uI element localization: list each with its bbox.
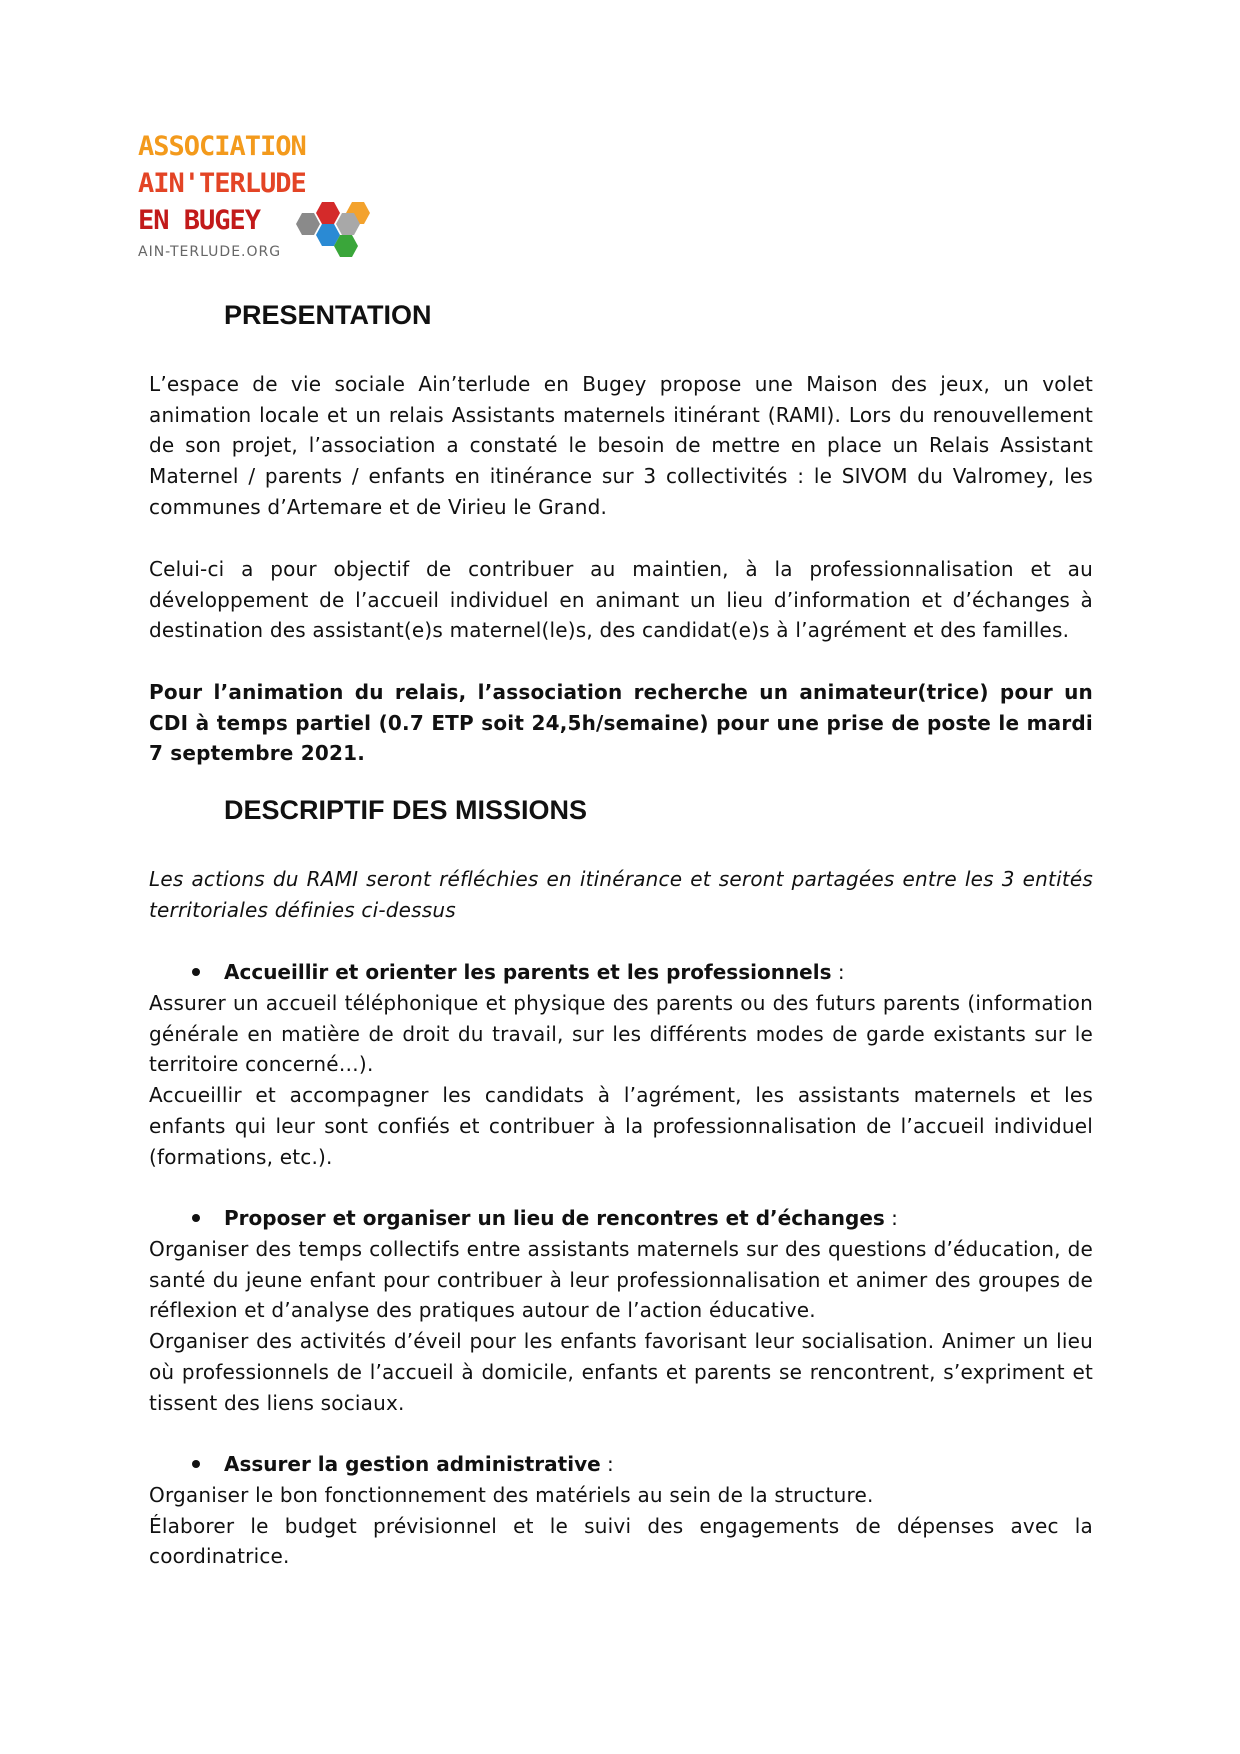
- logo-url: AIN-TERLUDE.ORG: [138, 244, 282, 260]
- mission-1-suffix: :: [831, 960, 845, 984]
- mission-3-text: Organiser le bon fonctionnement des matériels au sein de la structure. Élaborer le budget prévisionnel et le suivi des engagements de dépenses avec la coordinatrice.: [149, 1483, 1093, 1569]
- hex-red-icon: [316, 202, 340, 224]
- logo-line-2: AIN'TERLUDE: [138, 168, 306, 199]
- association-logo: [138, 128, 378, 270]
- presentation-paragraph-3: Pour l’animation du relais, l’association recherche un animateur(trice) pour un CDI à temps partiel (0.7 ETP soit 24,5h/semaine) pour une prise de poste le mardi 7 septembre 2021.: [149, 680, 1093, 766]
- mission-1-text: Assurer un accueil téléphonique et physique des parents ou des futurs parents (information générale en matière de droit du travail, sur les différents modes de garde existants sur le territoire concerné…). Accueillir et accompagner les candidats à l’agrément, les assistants maternels et les enfants qui leur sont confiés et contribuer à la professionnalisation de l’accueil individuel (formations, etc.).: [149, 991, 1093, 1169]
- mission-3-title: Assurer la gestion administrative: [224, 1452, 601, 1476]
- mission-2-title: Proposer et organiser un lieu de rencontres et d’échanges: [224, 1206, 885, 1230]
- presentation-paragraph-1: L’espace de vie sociale Ain’terlude en Bugey propose une Maison des jeux, un volet animation locale et un relais Assistants maternels itinérant (RAMI). Lors du renouvellement de son projet, l’association a constaté le besoin de mettre en place un Relais Assistant Maternel / parents / enfants en itinérance sur 3 collectivités : le SIVOM du Valromey, les communes d’Artemare et de Virieu le Grand.: [149, 372, 1093, 519]
- hexagon-cluster-icon: [288, 200, 388, 280]
- mission-bullet-3: [224, 1449, 614, 1479]
- presentation-heading: PRESENTATION: [224, 300, 432, 330]
- missions-heading: DESCRIPTIF DES MISSIONS: [224, 795, 588, 825]
- presentation-paragraph-2: Celui-ci a pour objectif de contribuer au maintien, à la professionnalisation et au développement de l’accueil individuel en animant un lieu d’information et d’échanges à destination des assistant(e)s maternel(le)s, des candidat(e)s à l’agrément et des familles.: [149, 557, 1093, 643]
- mission-1-title: Accueillir et orienter les parents et les professionnels: [224, 960, 832, 984]
- missions-intro: Les actions du RAMI seront réfléchies en itinérance et seront partagées entre les 3 entités territoriales définies ci-dessus: [149, 867, 1093, 922]
- mission-2-text: Organiser des temps collectifs entre assistants maternels sur des questions d’éducation, de santé du jeune enfant pour contribuer à leur professionnalisation et animer des groupes de réflexion et d’analyse des pratiques autour de l’action éducative. Organiser des activités d’éveil pour les enfants favorisant leur socialisation. Animer un lieu où professionnels de l’accueil à domicile, enfants et parents se rencontrent, s’expriment et tissent des liens sociaux.: [149, 1237, 1093, 1415]
- mission-3-suffix: :: [600, 1452, 614, 1476]
- hex-gray-icon: [296, 213, 320, 235]
- mission-2-suffix: :: [884, 1206, 898, 1230]
- mission-bullet-2: [224, 1203, 898, 1233]
- mission-bullet-1: [224, 957, 845, 987]
- logo-line-1: ASSOCIATION: [138, 131, 306, 162]
- logo-line-3: EN BUGEY: [138, 205, 261, 236]
